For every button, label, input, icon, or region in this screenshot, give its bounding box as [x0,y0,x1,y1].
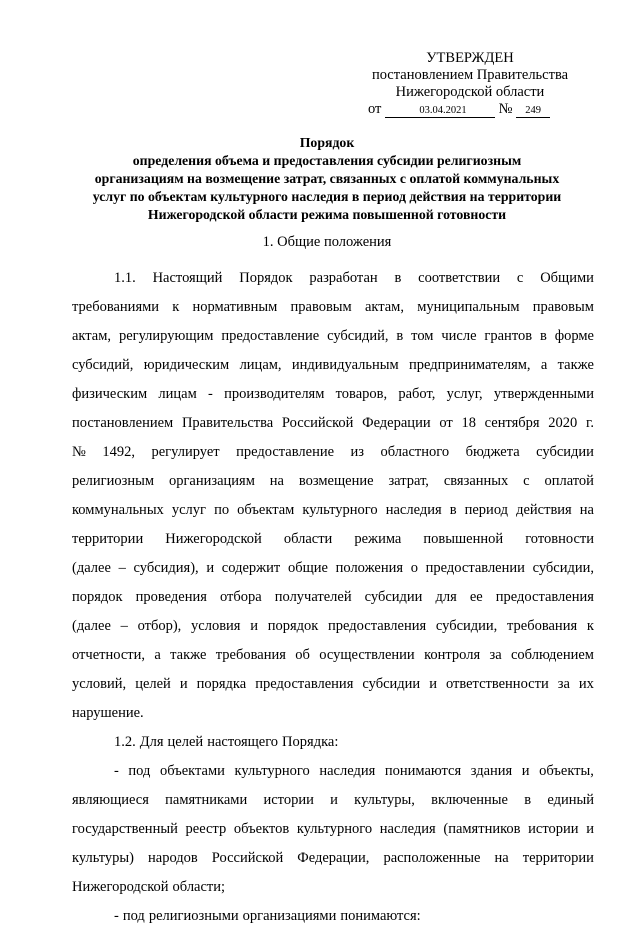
word: субсидии [362,676,421,692]
word: а [154,647,161,663]
word: на [579,502,594,518]
word: отбор), [137,618,182,634]
word: культуры) [72,850,134,866]
word: организациям [168,473,255,489]
word: объектам [237,502,295,518]
word: и [429,676,437,692]
body-line [72,438,594,467]
word: регулирующим [118,328,214,344]
word: актам, [72,328,112,344]
word: Порядка: [282,734,339,750]
word: и [250,618,258,634]
word: по [214,502,230,518]
word: соответствии [418,270,501,286]
body-line [72,525,594,554]
word: (далее [72,618,111,634]
body-line [72,670,594,699]
word: предпринимателям, [409,357,531,373]
word: субсидий, [327,328,389,344]
word: (памятников [443,821,521,837]
word: разработан [309,270,378,286]
title-line: Нижегородской области режима повышенной готовности [147,207,507,222]
word: общие [287,560,328,576]
word: требования [215,647,286,663]
word: и [206,560,215,576]
word: лицам, [239,357,282,373]
word: под [128,763,151,779]
word: в [394,270,402,286]
word: Федерации, [297,850,370,866]
approval-from-label: от [368,101,382,117]
word: порядок [267,618,319,634]
word: субсидий, [72,357,134,373]
word: Для [139,734,164,750]
body-text [72,264,594,931]
word: целей [167,734,204,750]
word: здания [470,763,513,779]
word: за [557,676,570,692]
word: в [396,328,404,344]
word: готовности [525,531,594,547]
word: понимаются [384,763,462,779]
word: субсидии [536,444,594,460]
word: отчетности, [72,647,145,663]
approval-date: 03.04.2021 [385,105,495,118]
word: условия [191,618,241,634]
word: действия [516,502,572,518]
approval-number: 249 [516,105,550,118]
word: коммунальных [72,502,164,518]
word: Российской [211,850,284,866]
document-title [72,134,582,224]
word: на [269,473,284,489]
word: включенные [431,792,508,808]
word: государственный [72,821,178,837]
word: Общими [540,270,594,286]
word: требованиями [72,299,160,315]
word: религиозными [148,908,239,924]
word: Российской [281,415,354,431]
word: на [494,850,509,866]
word: Правительства [181,415,274,431]
title-line: определения объема и предоставления субсидии религиозным [132,153,522,168]
body-line [72,873,594,902]
word: культурного [296,821,373,837]
word: предоставление [236,444,335,460]
word: народов [148,850,198,866]
word: соблюдением [511,647,594,663]
word: истории [263,792,314,808]
word: организациями [242,908,337,924]
word: числе [441,328,477,344]
approval-line-1: постановлением Правительства [371,67,569,83]
word: из [350,444,365,460]
word: (далее [72,560,111,576]
body-line [72,815,594,844]
word: возмещение [298,473,374,489]
word: № [72,444,86,460]
word: под [122,908,145,924]
title-heading: Порядок [299,135,355,150]
word: г. [586,415,594,431]
word: правовым [532,299,594,315]
word: и [586,821,594,837]
word: истории [528,821,579,837]
word: осуществлении [319,647,415,663]
word: 1.1. [114,270,136,286]
word: порядок [72,589,123,605]
word: а [540,357,548,373]
word: наследия [319,763,376,779]
approval-stamp [360,50,580,118]
word: являющиеся [72,792,149,808]
approval-number-label: № [498,101,513,117]
approval-title: УТВЕРЖДЕН [426,50,514,66]
word: условий, [72,676,127,692]
word: наследия [385,502,442,518]
word: Нижегородской [165,531,262,547]
word: областного [380,444,450,460]
word: – [118,560,126,576]
word: и [521,763,530,779]
word: отбора [219,589,262,605]
word: территории [522,850,594,866]
word: расположенные [383,850,481,866]
word: лицам [158,386,197,402]
word: постановлением [72,415,174,431]
body-line [72,902,594,931]
word: режима [354,531,402,547]
word: утвержденными [493,386,594,402]
body-line [72,699,594,728]
title-line: организациям на возмещение затрат, связанных с оплатой коммунальных [94,171,560,186]
word: нормативным [192,299,278,315]
word: предоставления [255,676,354,692]
word: 1.2. [114,734,136,750]
word: период [464,502,509,518]
word: ее [469,589,483,605]
word: в [449,502,457,518]
approval-line-2: Нижегородской области [395,84,545,100]
word: области; [172,879,226,895]
body-line [72,264,594,293]
word: предоставления [328,618,427,634]
word: наследия [379,821,436,837]
word: понимаются: [340,908,421,924]
word: в [524,792,532,808]
word: связанных [443,473,509,489]
body-line [72,496,594,525]
word: товаров, [335,386,388,402]
body-line [72,844,594,873]
word: – [120,618,128,634]
word: за [489,647,502,663]
word: затрат, [388,473,429,489]
word: форме [554,328,594,344]
word: религиозным [72,473,155,489]
word: работ, [398,386,436,402]
word: сентября [484,415,540,431]
word: юридическим [143,357,230,373]
word: порядка [196,676,247,692]
word: и [330,792,338,808]
body-line [72,380,594,409]
word: получателей [274,589,352,605]
word: также [557,357,594,373]
word: проведения [135,589,207,605]
word: реестр [185,821,227,837]
word: культуры, [354,792,415,808]
word: единый [547,792,594,808]
word: с [523,473,530,489]
word: 18 [461,415,476,431]
body-line [72,409,594,438]
section-heading: 1. Общие положения [262,234,392,250]
word: том [411,328,434,344]
word: - [114,763,119,779]
word: также [170,647,207,663]
word: области [283,531,333,547]
word: предоставление [221,328,320,344]
word: культурного [302,502,378,518]
word: к [586,618,594,634]
approval-date-number-line [360,101,580,118]
word: актам, [364,299,404,315]
word: содержит [221,560,281,576]
body-line [72,583,594,612]
word: Настоящий [152,270,223,286]
word: - [208,386,213,402]
word: субсидия), [133,560,199,576]
word: Федерации [362,415,431,431]
body-line [72,351,594,380]
word: индивидуальным [291,357,399,373]
word: услуг [171,502,206,518]
word: целей [135,676,171,692]
body-line [72,728,594,757]
word: объекты, [539,763,594,779]
word: о [410,560,418,576]
word: Порядок [239,270,293,286]
word: ответственности [445,676,549,692]
word: муниципальным [417,299,520,315]
word: повышенной [423,531,504,547]
word: настоящего [207,734,279,750]
body-line [72,554,594,583]
word: правовым [290,299,352,315]
word: от [439,415,453,431]
word: - [114,908,119,924]
word: предоставлении [425,560,525,576]
word: и [179,676,188,692]
word: с [516,270,524,286]
word: услуг, [446,386,483,402]
body-line [72,322,594,351]
word: бюджета [465,444,520,460]
word: нарушение. [72,705,144,721]
word: производителям [224,386,325,402]
word: памятниками [165,792,248,808]
word: об [295,647,310,663]
word: субсидии [364,589,423,605]
body-line [72,641,594,670]
word: регулирует [151,444,220,460]
word: 1492, [102,444,135,460]
body-line [72,612,594,641]
body-line [72,786,594,815]
title-line: услуг по объектам культурного наследия в период действия на территории [92,189,562,204]
word: требования [507,618,578,634]
word: предоставления [495,589,594,605]
word: контроля [424,647,481,663]
word: к [172,299,180,315]
word: субсидии, [435,618,498,634]
body-line [72,293,594,322]
word: положения [335,560,404,576]
word: культурного [234,763,310,779]
word: для [435,589,457,605]
word: их [578,676,594,692]
word: территории [72,531,144,547]
word: оплатой [544,473,594,489]
body-line [72,757,594,786]
word: объектами [159,763,225,779]
word: 2020 [548,415,578,431]
word: субсидии, [532,560,594,576]
body-line [72,467,594,496]
word: Нижегородской [72,879,169,895]
word: физическим [72,386,148,402]
word: грантов [484,328,533,344]
word: объектов [233,821,290,837]
word: в [539,328,547,344]
